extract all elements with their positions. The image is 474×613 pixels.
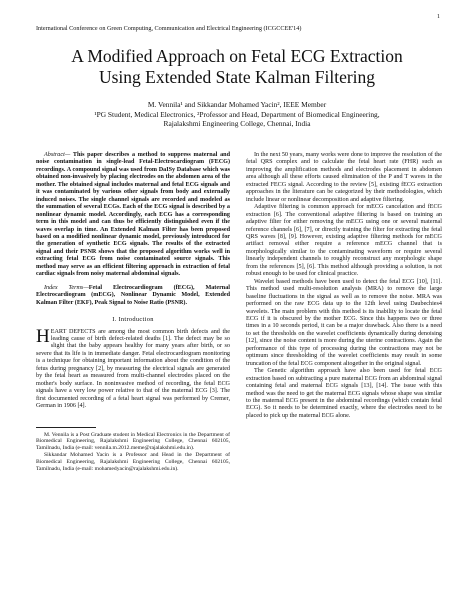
footnote-divider xyxy=(36,427,96,428)
page-number: 1 xyxy=(437,14,440,20)
index-terms-label: Index Terms— xyxy=(44,284,89,291)
conference-header: International Conference on Green Computing, Communication and Electrical Engineering (ICGCCEE'14) xyxy=(36,25,302,32)
author-names: M. Vennila¹ and Sikkandar Mohamed Yacin², IEEE Member xyxy=(147,100,327,109)
title-line-2: Using Extended State Kalman Filtering xyxy=(98,67,376,87)
affiliation-line-1: ¹PG Student, Medical Electronics, ²Professor and Head, Department of Biomedical Engineering, xyxy=(94,109,380,119)
abstract-text: This paper describes a method to suppress maternal and noise contamination in single-lead Fetal-Electrocardiogram (FECG) recordings. A compound signal was used from DaISy Database which was obtained non-invasively by placing electrodes on the abdomen area of the mother. The obtained signal includes maternal and fetal ECG signals and it was contaminated by various other signals from body and externally induced noises. The single channel signals are recorded and modeled as the summation of several ECGs. Each of the ECG signal is described by a nonlinear dynamic model. Accordingly, each ECG has a corresponding term in this model and can thus be efficiently distinguished even if the waves overlap in time. An Extended Kalman Filter has been proposed based on a modified nonlinear dynamic model, previously introduced for the generation of synthetic ECG signals. The results of the extracted signal and their PSNR shows that the proposed algorithm works well in extracting fetal ECG from noise contaminated source signals. This method may serve as an efficient filtering approach in extraction of fetal cardiac signals from noisy maternal abdominal signals. xyxy=(36,152,230,278)
abstract-label: Abstract— xyxy=(44,152,71,158)
right-column xyxy=(246,152,442,420)
footnote-2: Sikkandar Mohamed Yacin is a Professor and Head in the Department of Biomedical Engineering, Rajalakshmi Engineering College, Chennai 602105, Tamilnadu, India (e-mail: mohamedyacin@rajalakshmi.edu.in). xyxy=(36,452,230,473)
index-terms xyxy=(36,285,230,307)
right-paragraph-1: In the next 50 years, many works were done to improve the resolution of the fetal QRS complex and to calculate the fetal heart rate (FHR) such as improving the amplification methods and electrodes placement in abdomen area although all these efforts caused elimination of the P and T waves in the extracted FECG signal. According to the review [5], existing fECG extraction approaches in the literature can be categorized by their methodologies, which include linear or nonlinear decomposition and adaptive filtering. xyxy=(246,152,442,203)
author-block xyxy=(20,100,454,129)
right-paragraph-2: Adaptive filtering is common approach for mECG cancelation and fECG extraction [6]. The conventional adaptive filtering is based on training an adaptive filter for either removing the mECG using one or several maternal reference channels [6], [7], or directly training the filter for extracting the fetal QRS waves [8], [9]. However, existing adaptive filtering methods for mECG artifact removal either require a reference mECG channel that is morphologically similar to the contaminating waveform or require several linearly independent channels to roughly reconstruct any morphologic shape from the references [5], [6]. This method although providing a solution, is not robust enough to be used for clinical practice. xyxy=(246,204,442,278)
paper-title xyxy=(20,46,454,88)
right-paragraph-4: The Genetic algorithm approach have also been used for fetal ECG extraction based on subtracting a pure maternal ECG from an abdominal signal containing fetal and maternal ECG signals [13], [14]. The issue with this method was the need to get the maternal ECG signals whose shape was similar to the maternal ECG present in the abdominal recordings (which contain fetal ECG). So it needs to be determined exactly, where the electrodes need to be placed to pick up the maternal ECG alone. xyxy=(246,368,442,419)
index-terms-text: Fetal Electrocardiogram (fECG), Maternal Electrocardiogram (mECG), Nonlinear Dynamic Model, Extended Kalman Filter (EKF), Peak Signal to Noise Ratio (PSNR). xyxy=(36,284,230,306)
right-paragraph-3: Wavelet based methods have been used to detect the fetal ECG [10], [11]. This method used multi-resolution analysis (MRA) to remove the large baseline fluctuations in the signal as well as to remove the noise. MRA was performed on the raw ECG data up to the 12th level using Daubechies4 wavelets. The main problem with this method is its inability to locate the fetal ECG if it is obscured by the mother ECG. Since this happens two or three times in a 10 seconds period, it can be a major drawback. Also there is a need to set the thresholds on the wavelet coefficients dynamically during denoising [12], since the noise content is more during the uterine contractions. Again the performance of this type of processing during the contractions may not be optimum since thresholding of the wavelet coefficients may result in some truncation of the fetal ECG component altogether in the original signal. xyxy=(246,278,442,367)
left-column xyxy=(36,152,230,473)
affiliation-line-2: Rajalakshmi Engineering College, Chennai, India xyxy=(163,119,311,129)
title-line-1: A Modified Approach on Fetal ECG Extraction xyxy=(71,46,403,66)
intro-paragraph xyxy=(36,325,230,411)
abstract xyxy=(36,152,230,279)
footnote-1: M. Vennila is a Post Graduate student in Medical Electronics in the Department of Biomedical Engineering, Rajalakshmi Engineering College, Chennai 602105, Tamilnadu, India (e-mail: vennila.m.2012.meme@rajalakshmi.edu.in). xyxy=(36,431,230,452)
section-heading-introduction: I. Introduction xyxy=(112,316,154,324)
intro-text: EART DEFECTS are among the most common birth defects and the leading cause of birth defect-related deaths [1]. The defect may be so slight that the baby appears healthy for many years after birth, or so severe that its life is in immediate danger. Fetal electrocardiogram monitoring is a technique for obtaining important information about the condition of the fetus during pregnancy [2], by measuring the electrical signals are generated by the fetal heart as measured from multi-channel electrodes placed on the mother's body surface. In noninvasive method of recording, the fetal ECG signals have a very low power relative to that of the maternal ECG [3]. The first documented recording of a fetal heart signal was performed by Cremer, German in 1906 [4]. xyxy=(36,328,230,410)
drop-cap: H xyxy=(36,325,50,347)
